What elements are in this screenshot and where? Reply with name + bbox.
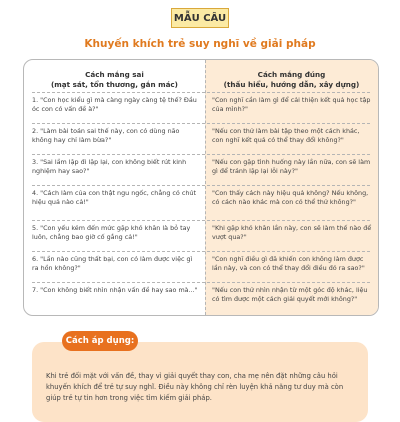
table-row (24, 282, 378, 310)
right-phrase: "Nếu con thử làm bài tập theo một cách khác, con nghĩ kết quả có thể thay đổi không?" (212, 127, 360, 144)
table-row (24, 251, 378, 279)
right-way-title: Cách mắng đúng (257, 70, 326, 79)
page-subtitle: Khuyến khích trẻ suy nghĩ về giải pháp (84, 38, 316, 50)
table-row (24, 123, 378, 151)
right-phrase: "Con nghĩ điều gì đã khiến con không làm được lần này, và con có thể thay đổi điều đó ra sao?" (212, 255, 365, 272)
wrong-phrase: 4. "Cách làm của con thật ngu ngốc, chẳng có chút hiệu quả nào cả!" (32, 189, 196, 206)
table-row (24, 220, 378, 248)
right-way-subtitle: (thấu hiểu, hướng dẫn, xây dựng) (223, 80, 360, 89)
right-phrase: "Con thấy cách này hiệu quả không? Nếu không, có cách nào khác mà con có thể thử không?" (212, 189, 369, 206)
right-phrase: "Con nghĩ cần làm gì để cải thiện kết quả học tập của mình?" (212, 96, 371, 113)
row-divider (32, 185, 370, 186)
wrong-phrase: 2. "Làm bài toán sai thế này, con có dùng não không hay chỉ làm bừa?" (32, 127, 180, 144)
wrong-phrase: 1. "Con học kiểu gì mà càng ngày càng tệ thế? Đầu óc con có vấn đề à?" (32, 96, 197, 113)
wrong-way-title: Cách mắng sai (85, 70, 144, 79)
row-divider (32, 154, 370, 155)
row-divider (32, 282, 370, 283)
right-phrase: "Nếu con gặp tình huống này lần nữa, con sẽ làm gì để tránh lặp lại lỗi này?" (212, 158, 371, 175)
wrong-way-subtitle: (mạt sát, tổn thương, gắn mác) (51, 80, 178, 89)
row-divider (32, 220, 370, 221)
row-divider (32, 123, 370, 124)
wrong-way-header (24, 70, 205, 90)
wrong-phrase: 7. "Con không biết nhìn nhận vấn đề hay sao mà..." (32, 286, 198, 294)
row-divider (32, 251, 370, 252)
table-row (24, 154, 378, 182)
wrong-phrase: 5. "Con yếu kém đến mức gặp khó khăn là bỏ tay luôn, chẳng bao giờ cố gắng cả!" (32, 224, 191, 241)
application-label: Cách áp dụng: (62, 331, 138, 351)
wrong-phrase: 6. "Lần nào cũng thất bại, con có làm được việc gì ra hồn không?" (32, 255, 193, 272)
wrong-phrase: 3. "Sai lầm lặp đi lặp lại, con không biết rút kinh nghiệm hay sao?" (32, 158, 187, 175)
page-title: MẪU CÂU (171, 8, 229, 28)
table-row (24, 92, 378, 120)
right-way-header (205, 70, 378, 90)
application-text: Khi trẻ đối mặt với vấn đề, thay vì giải quyết thay con, cha mẹ nên đặt những câu hỏi khuyến khích để trẻ tự suy nghĩ. Điều này không chỉ rèn luyện khả năng tư duy mà còn giúp trẻ tự tin hơn trong việc tìm kiếm giải pháp. (46, 372, 344, 402)
comparison-table (23, 59, 379, 316)
table-row (24, 185, 378, 213)
row-divider (32, 92, 370, 93)
right-phrase: "Khi gặp khó khăn lần này, con sẽ làm thế nào để vượt qua?" (212, 224, 372, 241)
right-phrase: "Nếu con thử nhìn nhận từ một góc độ khác, liệu có tìm được một cách giải quyết mới không?" (212, 286, 368, 303)
